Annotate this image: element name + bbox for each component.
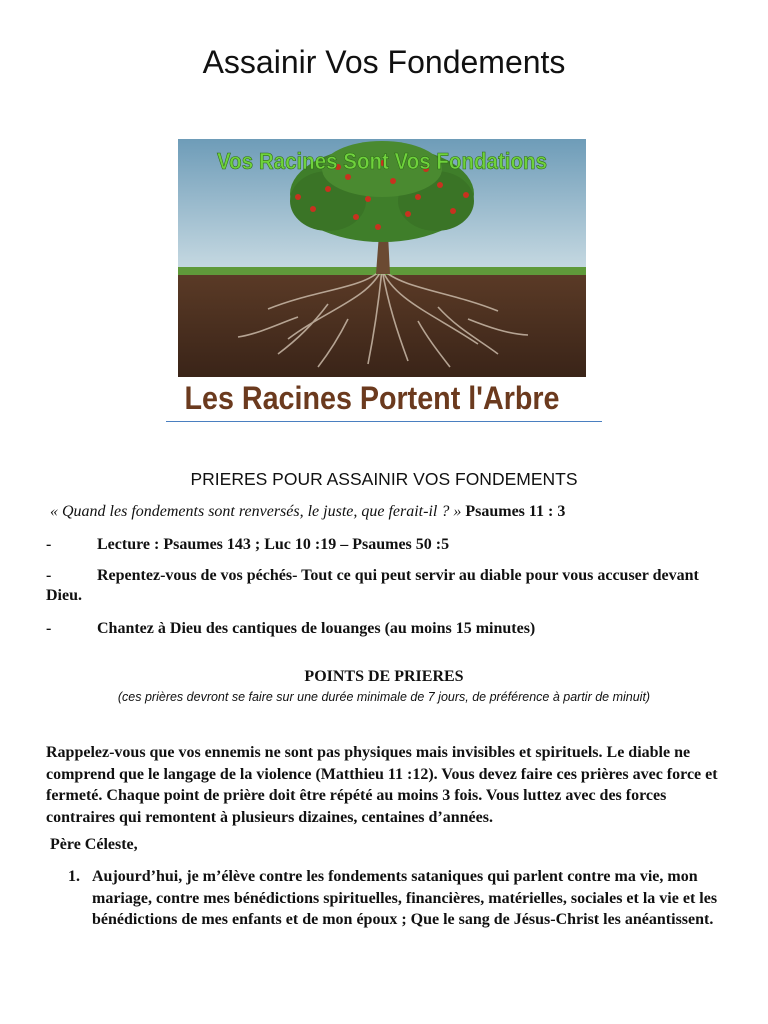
verse-line <box>50 503 565 521</box>
bullet-dash: - <box>46 620 52 637</box>
banner-top-text: Vos Racines Sont Vos Fondations <box>217 148 547 174</box>
points-note: (ces prières devront se faire sur une durée minimale de 7 jours, de préférence à partir de minuit) <box>117 690 651 704</box>
salutation: Père Céleste, <box>50 836 138 853</box>
item-number: 1. <box>68 868 80 885</box>
list-item <box>68 866 728 931</box>
bullet-reading <box>46 535 726 555</box>
bullet-dash: - <box>46 567 52 584</box>
tree-roots-illustration <box>178 139 586 419</box>
item-text: Aujourd’hui, je m’élève contre les fondements sataniques qui parlent contre ma vie, mon mariage, contre mes bénédictions spirituelles, financières, matérielles, sociales et la vie et les bénédictions de mes enfants et de mon époux ; Que le sang de Jésus-Christ les anéantissent. <box>92 868 718 928</box>
intro-paragraph: Rappelez-vous que vos ennemis ne sont pas physiques mais invisibles et spirituels. Le diable ne comprend que le langage de la violence (Matthieu 11 :12). Vous devez faire ces prières avec force et fermeté. Chaque point de prière doit être répété au moins 3 fois. Vous luttez avec des forces contraires qui remontent à plusieurs dizaines, centaines d’années. <box>46 744 718 826</box>
points-heading: POINTS DE PRIERES <box>304 668 464 685</box>
bullet-dash: - <box>46 536 52 553</box>
bullet-text: Chantez à Dieu des cantiques de louanges (au moins 15 minutes) <box>97 620 536 637</box>
bullet-text: Repentez-vous de vos péchés- Tout ce qui peut servir au diable pour vous accuser devant Dieu. <box>46 567 699 604</box>
banner-bottom-text: Les Racines Portent l'Arbre <box>184 380 560 416</box>
page-title: Assainir Vos Fondements <box>202 44 566 80</box>
verse-reference: Psaumes 11 : 3 <box>465 503 566 520</box>
section-heading: PRIERES POUR ASSAINIR VOS FONDEMENTS <box>190 469 578 489</box>
bullet-text: Lecture : Psaumes 143 ; Luc 10 :19 – Psaumes 50 :5 <box>97 536 450 553</box>
soil <box>178 275 586 377</box>
verse-quote: « Quand les fondements sont renversés, le juste, que ferait-il ? » <box>50 503 462 520</box>
bullet-repent <box>46 566 726 606</box>
bullet-sing <box>46 619 726 639</box>
image-underline <box>166 421 602 422</box>
